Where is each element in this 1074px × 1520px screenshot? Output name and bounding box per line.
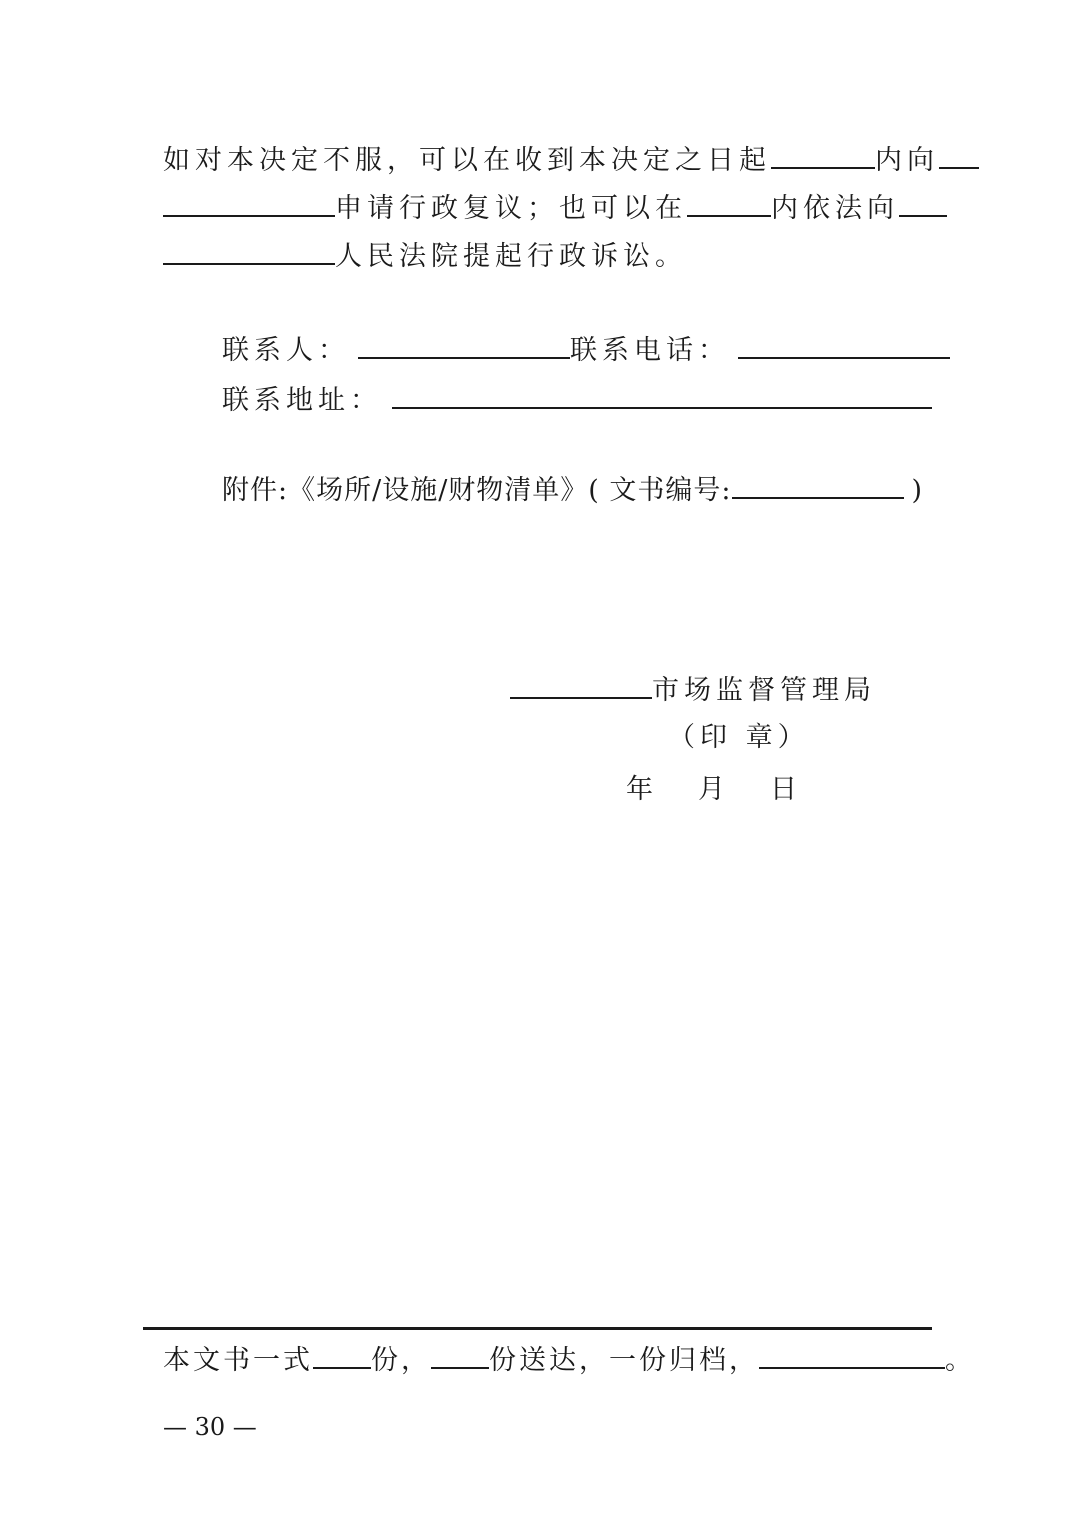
seal-label: （印 章） <box>668 722 810 753</box>
footer-divider <box>143 1327 932 1330</box>
court-blank-cont[interactable] <box>163 236 335 265</box>
paragraph-line-3 <box>163 236 687 275</box>
paragraph-text: 人民法院提起行政诉讼。 <box>335 241 687 272</box>
paragraph-line-2 <box>163 188 947 227</box>
contact-phone-field[interactable] <box>738 330 950 359</box>
footer-text: 。 <box>945 1345 975 1376</box>
attachment-close: ) <box>911 475 924 506</box>
contact-person-field[interactable] <box>358 330 570 359</box>
address-line <box>222 380 932 419</box>
contact-address-label: 联系地址： <box>222 385 382 416</box>
contact-phone-label: 联系电话： <box>570 335 730 366</box>
paragraph-text: 内依法向 <box>771 193 899 224</box>
paragraph-text: 内向 <box>875 145 939 176</box>
paragraph-text: 申请行政复议；也可以在 <box>335 193 687 224</box>
contact-line <box>222 330 950 369</box>
date-day: 日 <box>770 774 797 805</box>
footer-text: 份， <box>371 1345 431 1376</box>
paragraph-text: 如对本决定不服，可以在收到本决定之日起 <box>163 145 771 176</box>
footer-text: 份送达，一份归档， <box>489 1345 759 1376</box>
issuing-authority-line <box>510 670 876 709</box>
lawsuit-period-blank[interactable] <box>687 188 771 217</box>
authority-name-blank[interactable] <box>510 670 652 699</box>
court-blank[interactable] <box>899 188 947 217</box>
copies-served-blank[interactable] <box>431 1340 489 1369</box>
archive-blank[interactable] <box>759 1340 945 1369</box>
date-month: 月 <box>698 774 725 805</box>
footer-text: 本文书一式 <box>163 1345 313 1376</box>
review-authority-blank-cont[interactable] <box>163 188 335 217</box>
attachment-label: 附件:《场所/设施/财物清单》( 文书编号: <box>222 475 732 506</box>
attachment-line <box>222 470 923 509</box>
document-number-field[interactable] <box>732 470 904 499</box>
paragraph-line-1 <box>163 140 979 179</box>
contact-address-field[interactable] <box>392 380 932 409</box>
review-authority-blank[interactable] <box>939 140 979 169</box>
period-blank[interactable] <box>771 140 875 169</box>
page-number: — 30 — <box>163 1413 257 1441</box>
date-year: 年 <box>626 774 653 805</box>
copies-total-blank[interactable] <box>313 1340 371 1369</box>
contact-person-label: 联系人： <box>222 335 350 366</box>
seal-line <box>668 720 810 756</box>
date-line <box>626 772 797 808</box>
authority-suffix: 市场监督管理局 <box>652 675 876 706</box>
footer-copies-line <box>163 1340 975 1379</box>
